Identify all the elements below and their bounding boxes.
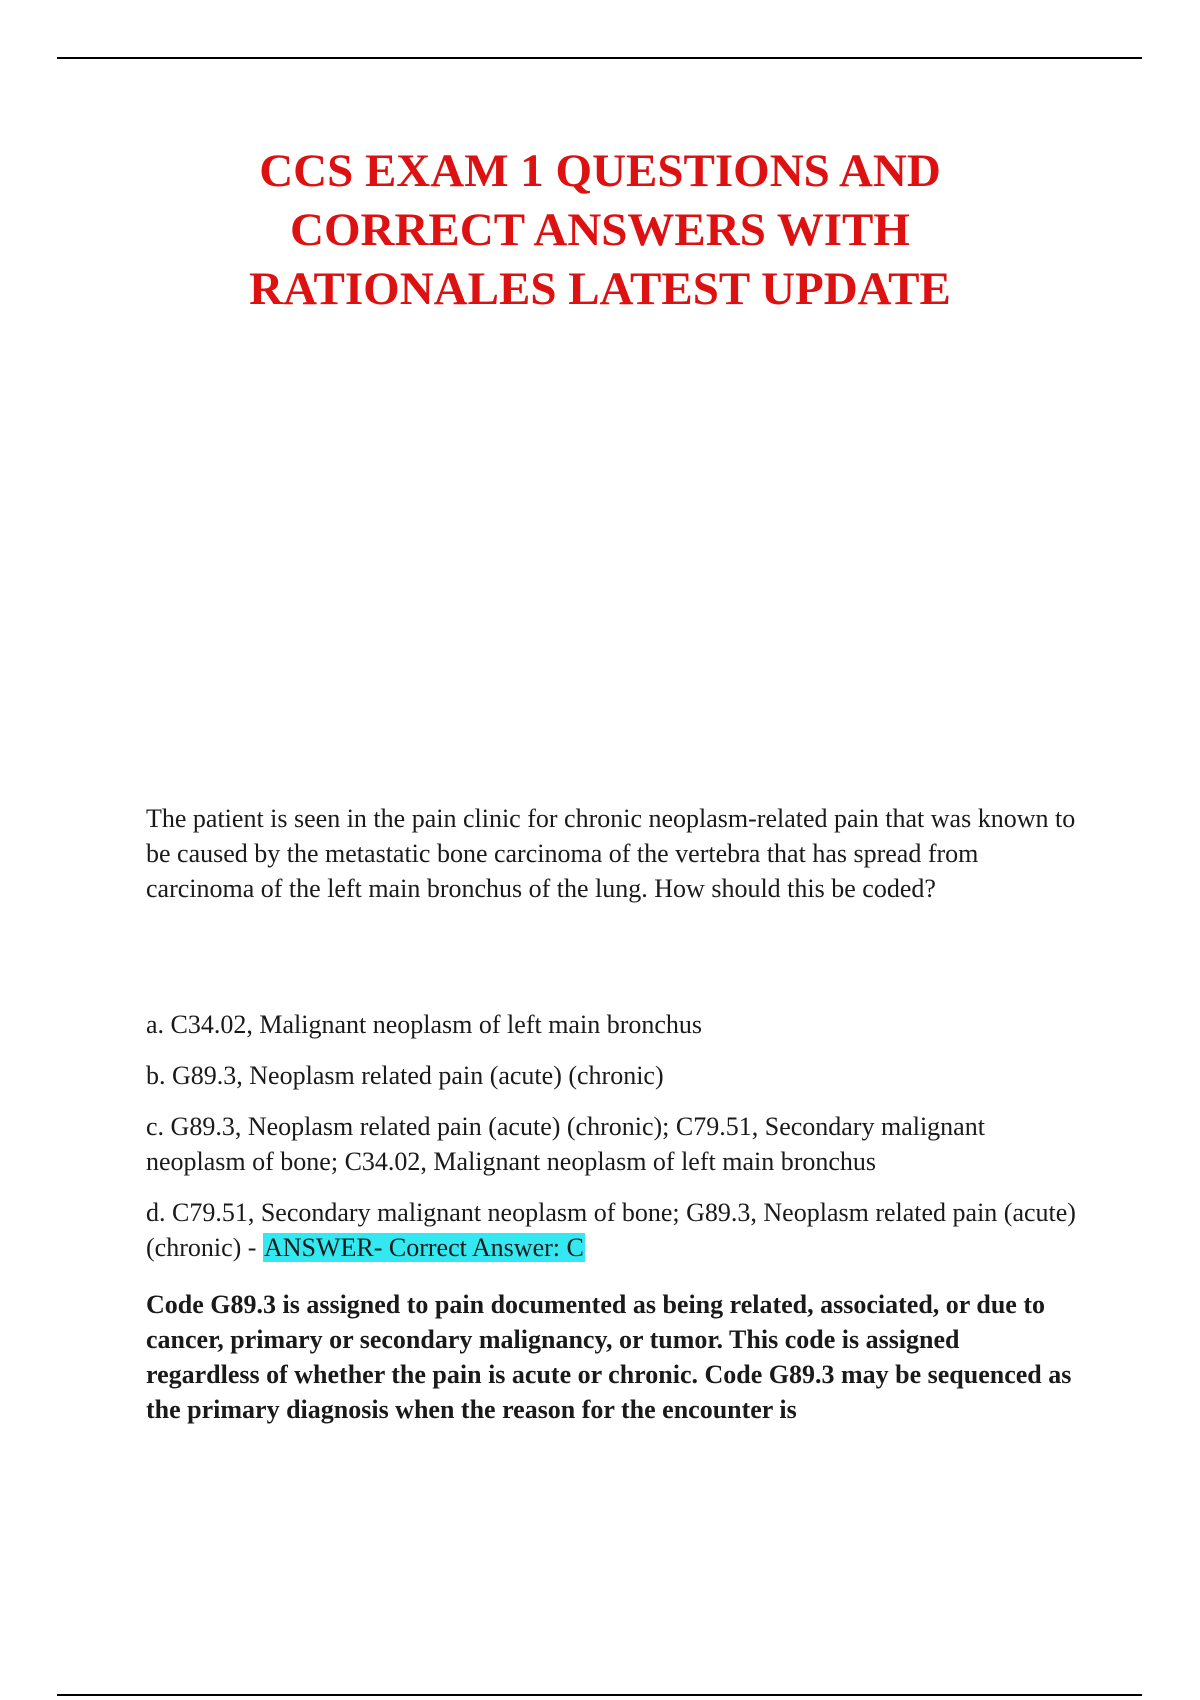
title-line-1: CCS EXAM 1 QUESTIONS AND xyxy=(259,145,941,197)
option-c: c. G89.3, Neoplasm related pain (acute) (chronic); C79.51, Secondary malignant neoplasm of bone; C34.02, Malignant neoplasm of left main bronchus xyxy=(146,1112,985,1176)
question-text: The patient is seen in the pain clinic for chronic neoplasm-related pain that was known to be caused by the metastatic bone carcinoma of the vertebra that has spread from carcinoma of the left main bronchus of the lung. How should this be coded? xyxy=(146,804,1076,903)
bottom-rule xyxy=(57,1694,1142,1696)
option-d xyxy=(146,1195,1076,1265)
correct-answer-highlight: ANSWER- Correct Answer: C xyxy=(263,1233,584,1262)
top-rule xyxy=(57,57,1142,59)
title-line-3: RATIONALES LATEST UPDATE xyxy=(249,263,951,315)
document-title xyxy=(150,142,1050,319)
option-b: b. G89.3, Neoplasm related pain (acute) (chronic) xyxy=(146,1061,664,1090)
answer-options xyxy=(146,1007,1076,1281)
option-d-text: d. C79.51, Secondary malignant neoplasm of bone; G89.3, Neoplasm related pain (acute) (chronic) - xyxy=(146,1198,1076,1262)
rationale-text: Code G89.3 is assigned to pain documented as being related, associated, or due to cancer, primary or secondary malignancy, or tumor. This code is assigned regardless of whether the pain is acute or chronic. Code G89.3 may be sequenced as the primary diagnosis when the reason for the encounter is xyxy=(146,1290,1072,1424)
option-a: a. C34.02, Malignant neoplasm of left main bronchus xyxy=(146,1010,703,1039)
title-line-2: CORRECT ANSWERS WITH xyxy=(290,204,910,256)
